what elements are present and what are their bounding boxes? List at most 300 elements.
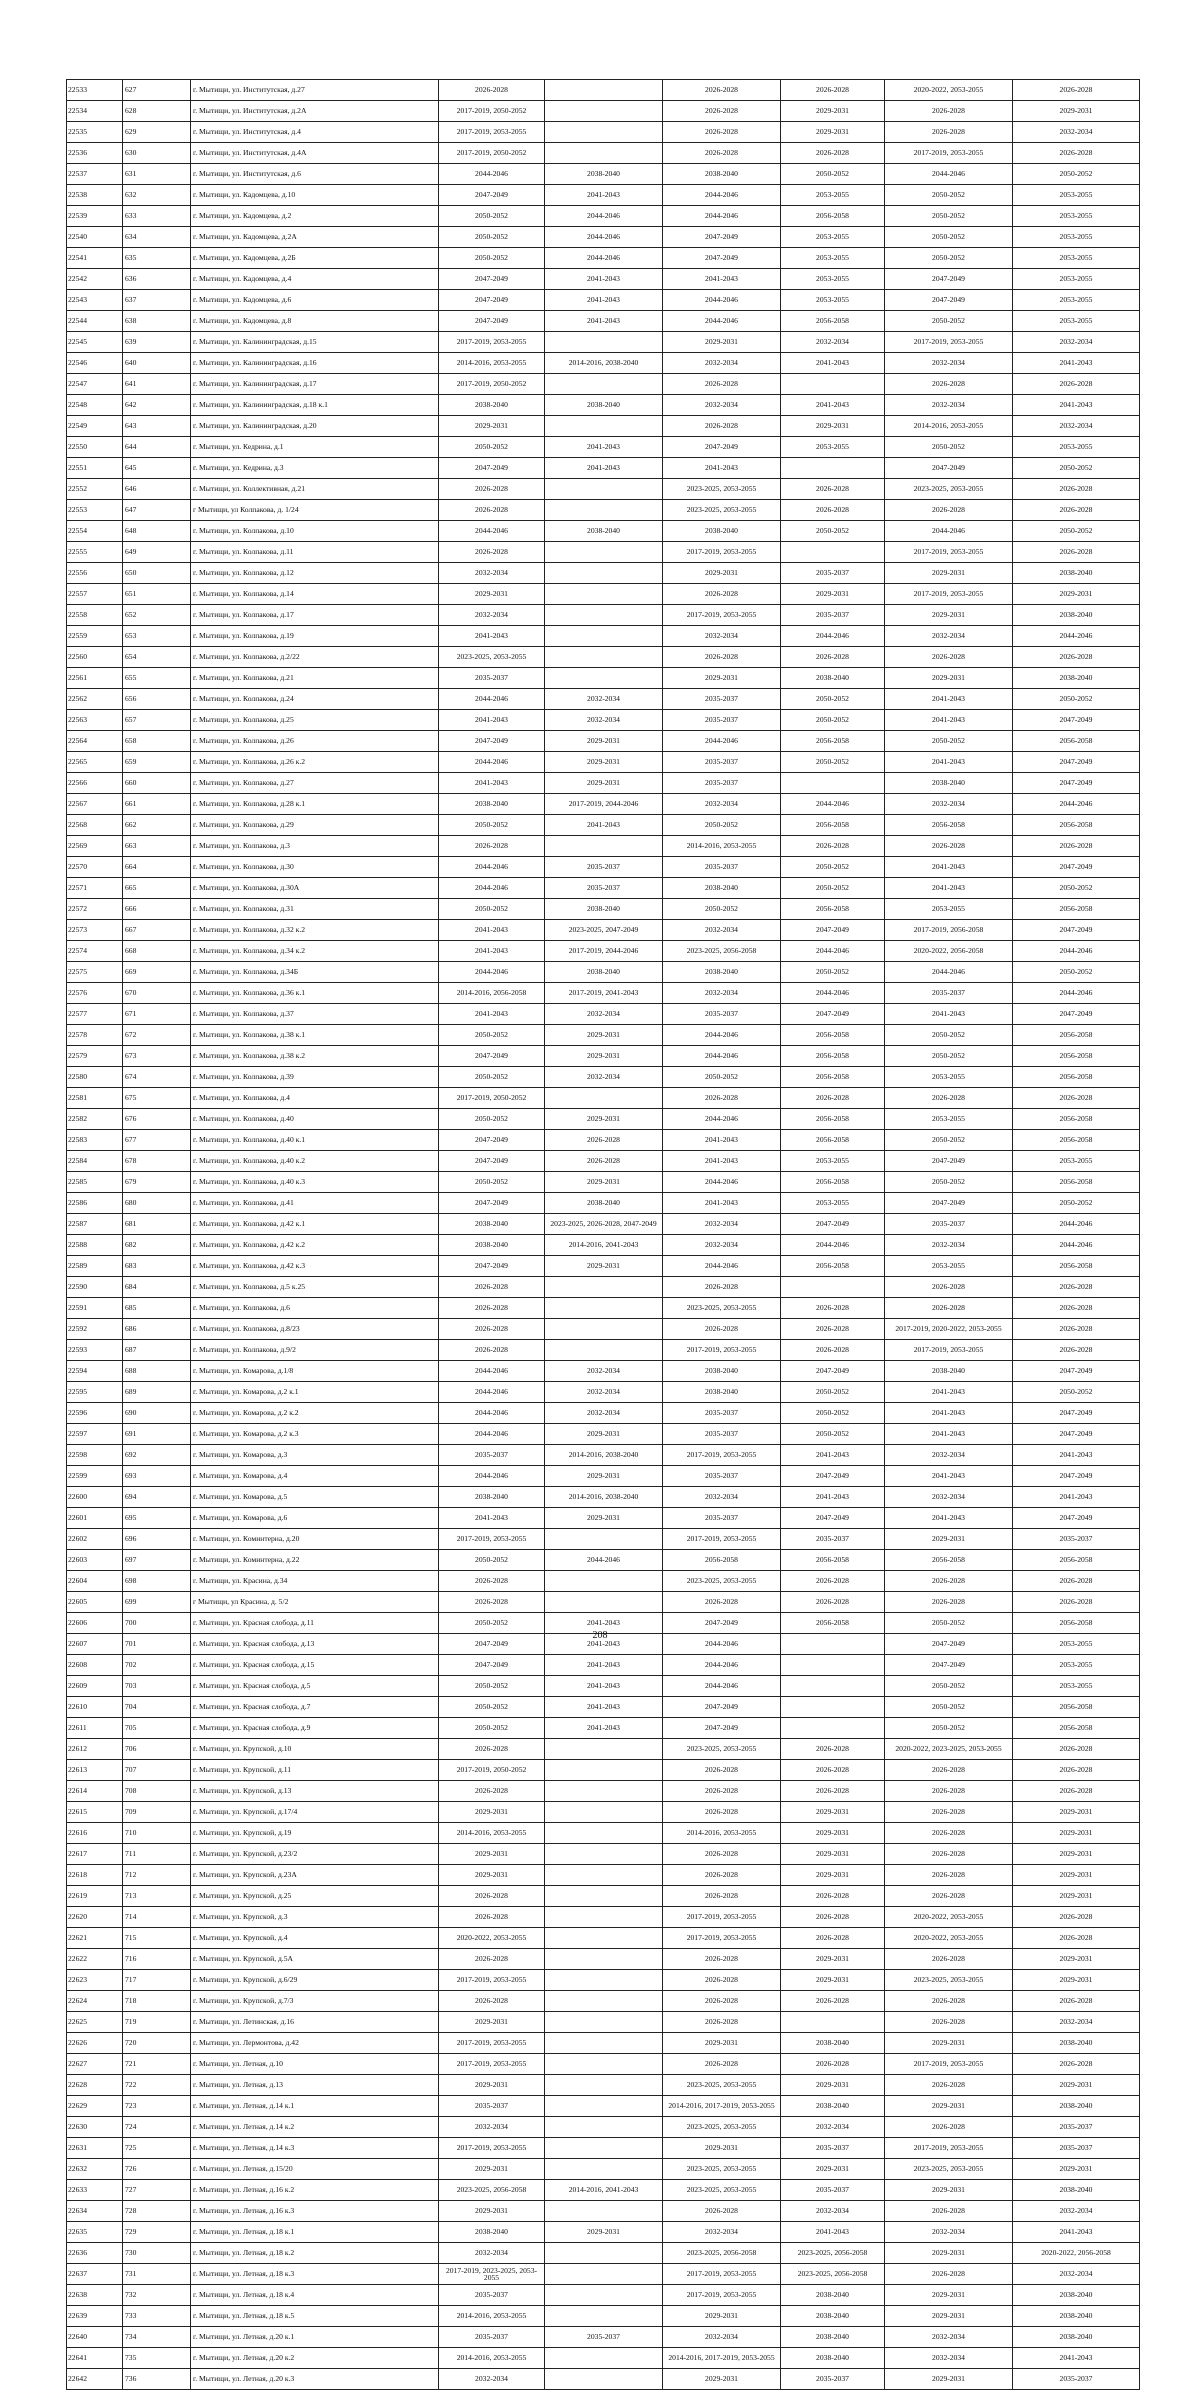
table-cell: 2032-2034 [663, 353, 781, 374]
table-cell [781, 1277, 885, 1298]
table-cell: 2053-2055 [1013, 437, 1140, 458]
table-cell: 22578 [67, 1025, 123, 1046]
table-cell: г. Мытищи, ул. Летная, д.16 к.3 [191, 2201, 439, 2222]
table-cell: 2029-2031 [663, 668, 781, 689]
table-cell: 2026-2028 [439, 1277, 545, 1298]
table-cell: 2035-2037 [663, 1403, 781, 1424]
table-cell: 22610 [67, 1697, 123, 1718]
table-cell: 2044-2046 [663, 206, 781, 227]
table-row [67, 563, 1140, 584]
table-cell: г. Мытищи, ул. Крупской, д.7/3 [191, 1991, 439, 2012]
table-cell: 2050-2052 [1013, 689, 1140, 710]
table-row [67, 500, 1140, 521]
table-cell: 2035-2037 [663, 1466, 781, 1487]
table-cell: 2026-2028 [781, 836, 885, 857]
table-cell: 660 [123, 773, 191, 794]
table-cell: г. Мытищи, ул. Красная слобода, д.7 [191, 1697, 439, 1718]
table-cell: 2044-2046 [439, 1361, 545, 1382]
table-cell: 2053-2055 [885, 899, 1013, 920]
table-cell: г. Мытищи, ул. Колпакова, д.41 [191, 1193, 439, 1214]
table-row [67, 794, 1140, 815]
table-cell: 2047-2049 [885, 1193, 1013, 1214]
table-cell [781, 374, 885, 395]
table-cell: 2044-2046 [663, 290, 781, 311]
table-cell: 705 [123, 1718, 191, 1739]
table-cell: 2032-2034 [545, 1004, 663, 1025]
table-cell: 2029-2031 [885, 2243, 1013, 2264]
table-cell: 2056-2058 [663, 1550, 781, 1571]
table-cell: 2023-2025, 2053-2055 [663, 1298, 781, 1319]
table-cell: 2041-2043 [439, 1508, 545, 1529]
table-cell: 22639 [67, 2306, 123, 2327]
table-cell: 2029-2031 [781, 101, 885, 122]
table-cell: 2032-2034 [1013, 332, 1140, 353]
table-cell: 2047-2049 [1013, 1508, 1140, 1529]
table-row [67, 1277, 1140, 1298]
table-row [67, 2306, 1140, 2327]
table-cell: г. Мытищи, ул. Колпакова, д.25 [191, 710, 439, 731]
table-cell: 710 [123, 1823, 191, 1844]
table-cell: 2014-2016, 2017-2019, 2053-2055 [663, 2348, 781, 2369]
table-cell: 2017-2019, 2023-2025, 2053-2055 [439, 2264, 545, 2285]
table-row [67, 227, 1140, 248]
table-cell [545, 1298, 663, 1319]
table-cell [545, 1592, 663, 1613]
table-cell: 2026-2028 [663, 416, 781, 437]
table-cell: 685 [123, 1298, 191, 1319]
table-cell: 22579 [67, 1046, 123, 1067]
table-cell: 714 [123, 1907, 191, 1928]
table-cell: 636 [123, 269, 191, 290]
table-cell: 2032-2034 [1013, 122, 1140, 143]
table-cell: 22546 [67, 353, 123, 374]
table-cell: 2044-2046 [781, 794, 885, 815]
table-cell: 2056-2058 [781, 206, 885, 227]
table-cell: 22591 [67, 1298, 123, 1319]
table-cell: 2017-2019, 2053-2055 [885, 584, 1013, 605]
table-cell [545, 647, 663, 668]
table-row [67, 1382, 1140, 1403]
table-cell: 2047-2049 [439, 290, 545, 311]
table-cell: 2017-2019, 2053-2055 [439, 332, 545, 353]
table-cell: 22548 [67, 395, 123, 416]
table-cell: 2056-2058 [781, 1109, 885, 1130]
table-cell: 2026-2028 [439, 542, 545, 563]
table-cell: 712 [123, 1865, 191, 1886]
table-cell: 2044-2046 [439, 164, 545, 185]
table-cell: 2035-2037 [781, 605, 885, 626]
table-cell: 2017-2019, 2041-2043 [545, 983, 663, 1004]
table-cell: 2026-2028 [1013, 2054, 1140, 2075]
table-cell: 2029-2031 [781, 1844, 885, 1865]
table-cell: 22567 [67, 794, 123, 815]
table-cell [545, 1970, 663, 1991]
table-cell: 2026-2028 [885, 647, 1013, 668]
table-cell: 2026-2028 [663, 2054, 781, 2075]
table-row [67, 731, 1140, 752]
table-cell: 2041-2043 [545, 269, 663, 290]
table-cell [545, 1907, 663, 1928]
table-cell: 2044-2046 [439, 962, 545, 983]
table-row [67, 2033, 1140, 2054]
table-cell: 2035-2037 [781, 2138, 885, 2159]
table-cell: 692 [123, 1445, 191, 1466]
table-cell: 2017-2019, 2053-2055 [663, 2264, 781, 2285]
table-cell: 2026-2028 [439, 1319, 545, 1340]
table-cell: 2050-2052 [1013, 1382, 1140, 1403]
table-cell: 2026-2028 [885, 2117, 1013, 2138]
table-cell: 2038-2040 [545, 395, 663, 416]
table-cell: 2038-2040 [1013, 2180, 1140, 2201]
table-cell: 22608 [67, 1655, 123, 1676]
table-cell: г. Мытищи, ул. Колпакова, д.9/2 [191, 1340, 439, 1361]
table-cell: 2044-2046 [439, 857, 545, 878]
table-cell: 2050-2052 [885, 1025, 1013, 1046]
table-cell: г. Мытищи, ул. Кадомцева, д.2 [191, 206, 439, 227]
table-cell: 2041-2043 [439, 626, 545, 647]
table-cell: 2032-2034 [885, 1445, 1013, 1466]
table-cell: 2041-2043 [663, 1130, 781, 1151]
table-cell: 2023-2025, 2053-2055 [663, 2075, 781, 2096]
table-cell: 2053-2055 [1013, 290, 1140, 311]
table-cell: 2029-2031 [663, 2306, 781, 2327]
table-cell: 2050-2052 [439, 1067, 545, 1088]
table-cell [781, 1697, 885, 1718]
table-cell: 2026-2028 [1013, 542, 1140, 563]
table-cell: 659 [123, 752, 191, 773]
table-cell: г. Мытищи, ул. Колпакова, д.31 [191, 899, 439, 920]
table-cell: 2032-2034 [885, 2327, 1013, 2348]
table-cell: 2023-2025, 2056-2058 [663, 941, 781, 962]
table-cell: г. Мытищи, ул. Красная слобода, д.5 [191, 1676, 439, 1697]
table-cell [545, 1088, 663, 1109]
table-cell: 683 [123, 1256, 191, 1277]
table-cell: г. Мытищи, ул. Колпакова, д.17 [191, 605, 439, 626]
table-cell: г. Мытищи, ул. Колпакова, д.4 [191, 1088, 439, 1109]
table-cell: 22543 [67, 290, 123, 311]
table-cell: г. Мытищи, ул. Калининградская, д.18 к.1 [191, 395, 439, 416]
table-cell: г. Мытищи, ул. Крупской, д.11 [191, 1760, 439, 1781]
table-cell: 682 [123, 1235, 191, 1256]
document-page [66, 79, 1139, 2390]
table-cell: 2026-2028 [663, 122, 781, 143]
table-cell: 734 [123, 2327, 191, 2348]
table-cell: 2032-2034 [663, 1487, 781, 1508]
table-cell: 22630 [67, 2117, 123, 2138]
table-cell: 22612 [67, 1739, 123, 1760]
table-row [67, 1550, 1140, 1571]
table-cell [545, 2075, 663, 2096]
table-cell: 2026-2028 [885, 1781, 1013, 1802]
table-cell: 2050-2052 [781, 521, 885, 542]
table-cell: 699 [123, 1592, 191, 1613]
table-row [67, 1991, 1140, 2012]
table-cell: 720 [123, 2033, 191, 2054]
table-row [67, 1298, 1140, 1319]
table-cell: г. Мытищи, ул. Колпакова, д.30 [191, 857, 439, 878]
table-cell: 2032-2034 [663, 1214, 781, 1235]
table-cell: 22602 [67, 1529, 123, 1550]
table-cell: 2029-2031 [439, 2012, 545, 2033]
table-cell: 22550 [67, 437, 123, 458]
table-cell: 2056-2058 [1013, 1130, 1140, 1151]
table-cell: 2044-2046 [1013, 941, 1140, 962]
table-cell: 2050-2052 [781, 962, 885, 983]
table-cell: г. Мытищи, ул. Крупской, д.23А [191, 1865, 439, 1886]
table-cell: 2047-2049 [663, 1613, 781, 1634]
table-cell: 2026-2028 [781, 1760, 885, 1781]
table-cell: 2047-2049 [663, 227, 781, 248]
table-cell: 2029-2031 [545, 1025, 663, 1046]
table-cell: 2041-2043 [1013, 395, 1140, 416]
table-cell: 2035-2037 [545, 857, 663, 878]
table-cell: 2050-2052 [885, 1130, 1013, 1151]
table-cell: 22544 [67, 311, 123, 332]
table-cell: 2026-2028 [439, 1991, 545, 2012]
table-cell: 22605 [67, 1592, 123, 1613]
table-cell: 2035-2037 [1013, 2369, 1140, 2390]
table-cell: 697 [123, 1550, 191, 1571]
table-row [67, 269, 1140, 290]
table-cell: 22592 [67, 1319, 123, 1340]
table-cell: 2029-2031 [545, 1046, 663, 1067]
table-row [67, 605, 1140, 626]
table-cell: 2044-2046 [439, 878, 545, 899]
table-cell: 638 [123, 311, 191, 332]
table-cell: 2023-2025, 2053-2055 [663, 2159, 781, 2180]
table-cell: 2029-2031 [1013, 1865, 1140, 1886]
table-cell: г. Мытищи, ул. Колпакова, д.2/22 [191, 647, 439, 668]
table-cell [545, 2243, 663, 2264]
table-row [67, 1592, 1140, 1613]
table-cell: г. Мытищи, ул. Колпакова, д.24 [191, 689, 439, 710]
table-cell: 2050-2052 [885, 227, 1013, 248]
table-row [67, 2117, 1140, 2138]
table-cell: 2053-2055 [1013, 1634, 1140, 1655]
table-cell: г. Мытищи, ул. Комарова, д.2 к.1 [191, 1382, 439, 1403]
table-cell: 2026-2028 [781, 647, 885, 668]
table-cell: 2017-2019, 2050-2052 [439, 1088, 545, 1109]
table-cell: 648 [123, 521, 191, 542]
table-cell: 2047-2049 [781, 1361, 885, 1382]
table-cell: 2017-2019, 2053-2055 [439, 2054, 545, 2075]
table-cell: 2029-2031 [781, 1949, 885, 1970]
table-cell: 22586 [67, 1193, 123, 1214]
table-cell: 22615 [67, 1802, 123, 1823]
table-cell: 643 [123, 416, 191, 437]
table-row [67, 1844, 1140, 1865]
table-cell: 2056-2058 [1013, 1550, 1140, 1571]
table-cell: 678 [123, 1151, 191, 1172]
table-cell: 2029-2031 [781, 122, 885, 143]
table-cell [545, 1991, 663, 2012]
table-cell: 729 [123, 2222, 191, 2243]
table-cell: 2050-2052 [1013, 521, 1140, 542]
table-cell: 2029-2031 [885, 1529, 1013, 1550]
table-cell: 2026-2028 [781, 1781, 885, 1802]
table-cell: 2050-2052 [439, 1697, 545, 1718]
table-cell: 2035-2037 [663, 689, 781, 710]
table-cell: 2029-2031 [781, 1865, 885, 1886]
table-cell: г. Мытищи, ул. Крупской, д.17/4 [191, 1802, 439, 1823]
table-cell: 2020-2022, 2056-2058 [885, 941, 1013, 962]
table-cell: 22604 [67, 1571, 123, 1592]
table-cell [545, 143, 663, 164]
table-row [67, 395, 1140, 416]
table-cell: 2050-2052 [439, 206, 545, 227]
table-cell: 22628 [67, 2075, 123, 2096]
table-cell: 22563 [67, 710, 123, 731]
table-cell: 2047-2049 [781, 1004, 885, 1025]
table-cell: 2029-2031 [781, 416, 885, 437]
table-row [67, 2159, 1140, 2180]
table-cell: 2029-2031 [1013, 1802, 1140, 1823]
table-cell: 2029-2031 [439, 1865, 545, 1886]
table-cell: 640 [123, 353, 191, 374]
table-cell: 2041-2043 [545, 437, 663, 458]
table-cell: 2032-2034 [1013, 416, 1140, 437]
table-cell: 2041-2043 [439, 1004, 545, 1025]
table-cell: 632 [123, 185, 191, 206]
table-cell: 2017-2019, 2053-2055 [663, 2285, 781, 2306]
table-cell: 653 [123, 626, 191, 647]
table-cell: 668 [123, 941, 191, 962]
table-row [67, 1718, 1140, 1739]
table-cell: 701 [123, 1634, 191, 1655]
table-cell: г. Мытищи, ул. Летная, д.18 к.4 [191, 2285, 439, 2306]
table-cell: 2035-2037 [663, 1004, 781, 1025]
table-cell: 22560 [67, 647, 123, 668]
table-row [67, 1508, 1140, 1529]
table-cell: 2047-2049 [1013, 752, 1140, 773]
table-row [67, 1823, 1140, 1844]
table-cell: 2041-2043 [1013, 1445, 1140, 1466]
table-cell: 2044-2046 [545, 1550, 663, 1571]
table-cell: 2050-2052 [885, 1172, 1013, 1193]
table-cell: 2035-2037 [439, 2327, 545, 2348]
table-cell [545, 2348, 663, 2369]
table-row [67, 2327, 1140, 2348]
table-cell: 2032-2034 [885, 794, 1013, 815]
table-cell: 2056-2058 [1013, 1109, 1140, 1130]
table-cell: 2041-2043 [439, 941, 545, 962]
table-cell: 2053-2055 [885, 1067, 1013, 1088]
table-cell: 2050-2052 [439, 1109, 545, 1130]
table-cell [545, 563, 663, 584]
table-row [67, 1697, 1140, 1718]
table-cell [545, 2138, 663, 2159]
table-cell: г. Мытищи, ул. Летная, д.20 к.1 [191, 2327, 439, 2348]
table-cell: 704 [123, 1697, 191, 1718]
table-row [67, 290, 1140, 311]
table-cell [545, 2285, 663, 2306]
table-cell: г. Мытищи, ул. Колпакова, д.12 [191, 563, 439, 584]
table-cell: 22545 [67, 332, 123, 353]
table-cell: 2041-2043 [663, 1151, 781, 1172]
table-cell: 2038-2040 [439, 2222, 545, 2243]
table-row [67, 1676, 1140, 1697]
table-cell: г. Мытищи, ул. Летная, д.10 [191, 2054, 439, 2075]
table-cell: 2026-2028 [1013, 1928, 1140, 1949]
table-cell: 2026-2028 [885, 374, 1013, 395]
table-cell: 2026-2028 [1013, 1298, 1140, 1319]
table-cell: 2029-2031 [545, 731, 663, 752]
table-cell: 2029-2031 [1013, 101, 1140, 122]
table-cell: 2014-2016, 2053-2055 [439, 2348, 545, 2369]
table-cell: 635 [123, 248, 191, 269]
table-cell: 2041-2043 [885, 878, 1013, 899]
table-cell: 2026-2028 [663, 2201, 781, 2222]
table-cell: 2050-2052 [663, 1067, 781, 1088]
table-cell: 2026-2028 [1013, 1781, 1140, 1802]
table-cell: 2029-2031 [545, 773, 663, 794]
table-cell: 22557 [67, 584, 123, 605]
table-cell: 2047-2049 [1013, 857, 1140, 878]
table-cell: г. Мытищи, ул. Калининградская, д.17 [191, 374, 439, 395]
table-cell: 2032-2034 [781, 2201, 885, 2222]
table-row [67, 1739, 1140, 1760]
table-cell: 2029-2031 [1013, 584, 1140, 605]
table-cell: 2026-2028 [1013, 479, 1140, 500]
table-cell: 2056-2058 [1013, 899, 1140, 920]
table-cell: 2026-2028 [885, 1865, 1013, 1886]
table-cell: 2029-2031 [1013, 1949, 1140, 1970]
table-cell [545, 1319, 663, 1340]
table-cell: 673 [123, 1046, 191, 1067]
table-row [67, 1949, 1140, 1970]
table-row [67, 1025, 1140, 1046]
table-cell: 637 [123, 290, 191, 311]
table-cell: г. Мытищи, ул. Красная слобода, д.15 [191, 1655, 439, 1676]
table-cell: 663 [123, 836, 191, 857]
table-cell: 2032-2034 [663, 1235, 781, 1256]
table-cell: г. Мытищи, ул. Колпакова, д.40 к.1 [191, 1130, 439, 1151]
table-cell: 2029-2031 [545, 1109, 663, 1130]
table-row [67, 1907, 1140, 1928]
table-cell: 22598 [67, 1445, 123, 1466]
table-cell: 2038-2040 [545, 962, 663, 983]
table-cell: 22624 [67, 1991, 123, 2012]
table-cell: 677 [123, 1130, 191, 1151]
table-cell: 629 [123, 122, 191, 143]
table-row [67, 479, 1140, 500]
table-row [67, 1088, 1140, 1109]
table-cell: 2029-2031 [545, 2222, 663, 2243]
table-cell: 641 [123, 374, 191, 395]
table-cell: 22575 [67, 962, 123, 983]
table-row [67, 248, 1140, 269]
table-cell: 2047-2049 [663, 1697, 781, 1718]
table-cell: 2032-2034 [885, 1235, 1013, 1256]
table-cell: 2038-2040 [885, 1361, 1013, 1382]
table-cell: 2032-2034 [1013, 2012, 1140, 2033]
table-cell: 2041-2043 [885, 1403, 1013, 1424]
table-cell: 2035-2037 [663, 710, 781, 731]
table-cell: 2029-2031 [663, 332, 781, 353]
table-cell: 2029-2031 [439, 2201, 545, 2222]
table-cell: 22641 [67, 2348, 123, 2369]
table-cell: 22632 [67, 2159, 123, 2180]
table-cell: 698 [123, 1571, 191, 1592]
table-cell: 2026-2028 [439, 1739, 545, 1760]
table-cell: 2029-2031 [663, 2138, 781, 2159]
table-cell: 2029-2031 [545, 1172, 663, 1193]
table-cell: 2029-2031 [885, 2306, 1013, 2327]
table-cell: 2035-2037 [545, 878, 663, 899]
table-cell: 2029-2031 [781, 2159, 885, 2180]
table-cell: 2023-2025, 2056-2058 [781, 2264, 885, 2285]
table-cell: 2026-2028 [781, 2054, 885, 2075]
